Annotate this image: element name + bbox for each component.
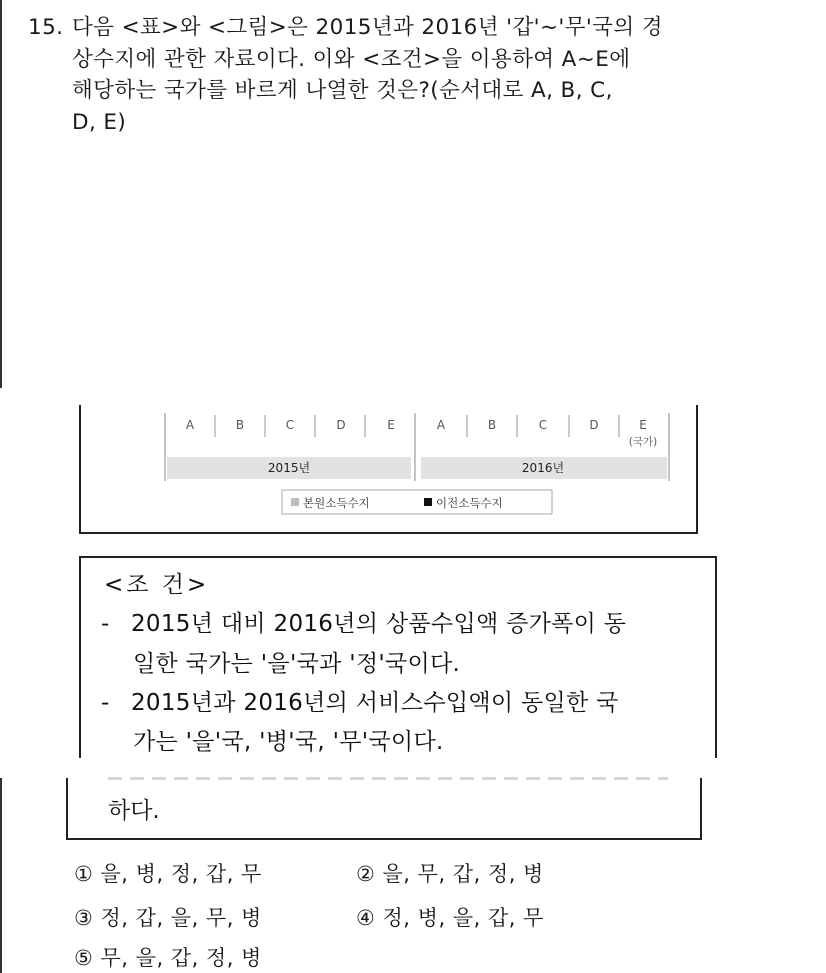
choice-text: 을, 병, 정, 갑, 무: [100, 862, 262, 886]
legend-label: 이전소득수지: [436, 496, 503, 510]
condition-item-1: [101, 605, 626, 643]
left-margin-rule-bottom: [0, 778, 2, 973]
conditions-title: <조 건>: [104, 572, 210, 598]
conditions-box: [79, 556, 717, 758]
condition-dash: -: [101, 690, 110, 716]
choice-text: 정, 병, 을, 갑, 무: [382, 906, 544, 930]
legend-swatch-secondary-income: [424, 498, 432, 506]
choice-3[interactable]: [74, 902, 262, 932]
choice-text: 무, 을, 갑, 정, 병: [100, 946, 262, 970]
category-label: A: [436, 418, 446, 432]
choice-5[interactable]: [74, 942, 262, 972]
condition-text: 2015년과 2016년의 서비스수입액이 동일한 국: [131, 690, 619, 716]
condition-dash: -: [101, 611, 110, 637]
group-label-2016: 2016년: [521, 461, 565, 475]
chart-axis-svg: [81, 405, 696, 532]
category-label: B: [487, 418, 497, 432]
left-margin-rule-top: [0, 0, 2, 388]
question-number: 15.: [28, 15, 64, 40]
category-label: E: [639, 418, 647, 432]
condition-item-2-cont: 가는 '을'국, '병'국, '무'국이다.: [133, 729, 444, 755]
conditions-tail-text: 하다.: [108, 798, 160, 824]
category-label: C: [538, 418, 548, 432]
conditions-box-tail: [66, 778, 702, 840]
choice-mark: ②: [356, 862, 376, 886]
category-label: C: [285, 418, 295, 432]
category-label: A: [185, 418, 195, 432]
choice-1[interactable]: [74, 858, 262, 888]
question-text-line: 해당하는 국가를 바르게 나열한 것은?(순서대로 A, B, C,: [72, 78, 613, 103]
axis-unit-label: (국가): [628, 436, 658, 448]
category-label: B: [235, 418, 245, 432]
choice-mark: ①: [74, 862, 94, 886]
condition-item-2: [101, 684, 619, 722]
choice-text: 정, 갑, 을, 무, 병: [100, 906, 262, 930]
chart-fragment: [79, 405, 698, 534]
cropped-text-remnant: [108, 777, 668, 780]
question-text-line: 상수지에 관한 자료이다. 이와 <조건>을 이용하여 A~E에: [72, 46, 631, 72]
choice-4[interactable]: [356, 902, 544, 932]
choice-mark: ⑤: [74, 946, 94, 970]
category-label: E: [387, 418, 395, 432]
choice-mark: ③: [74, 906, 94, 930]
question-stem: [28, 12, 768, 138]
question-text-line: 다음 <표>와 <그림>은 2015년과 2016년 '갑'~'무'국의 경: [72, 15, 663, 40]
legend-label: 본원소득수지: [303, 496, 370, 510]
legend-swatch-primary-income: [291, 498, 299, 506]
group-label-2015: 2015년: [267, 461, 311, 475]
condition-item-1-cont: 일한 국가는 '을'국과 '정'국이다.: [133, 651, 461, 677]
choice-mark: ④: [356, 906, 376, 930]
category-label: D: [336, 418, 346, 432]
condition-text: 2015년 대비 2016년의 상품수입액 증가폭이 동: [131, 611, 627, 637]
question-text-line: D, E): [72, 109, 127, 135]
choice-text: 을, 무, 갑, 정, 병: [382, 862, 544, 886]
category-label: D: [589, 418, 599, 432]
choice-2[interactable]: [356, 858, 544, 888]
